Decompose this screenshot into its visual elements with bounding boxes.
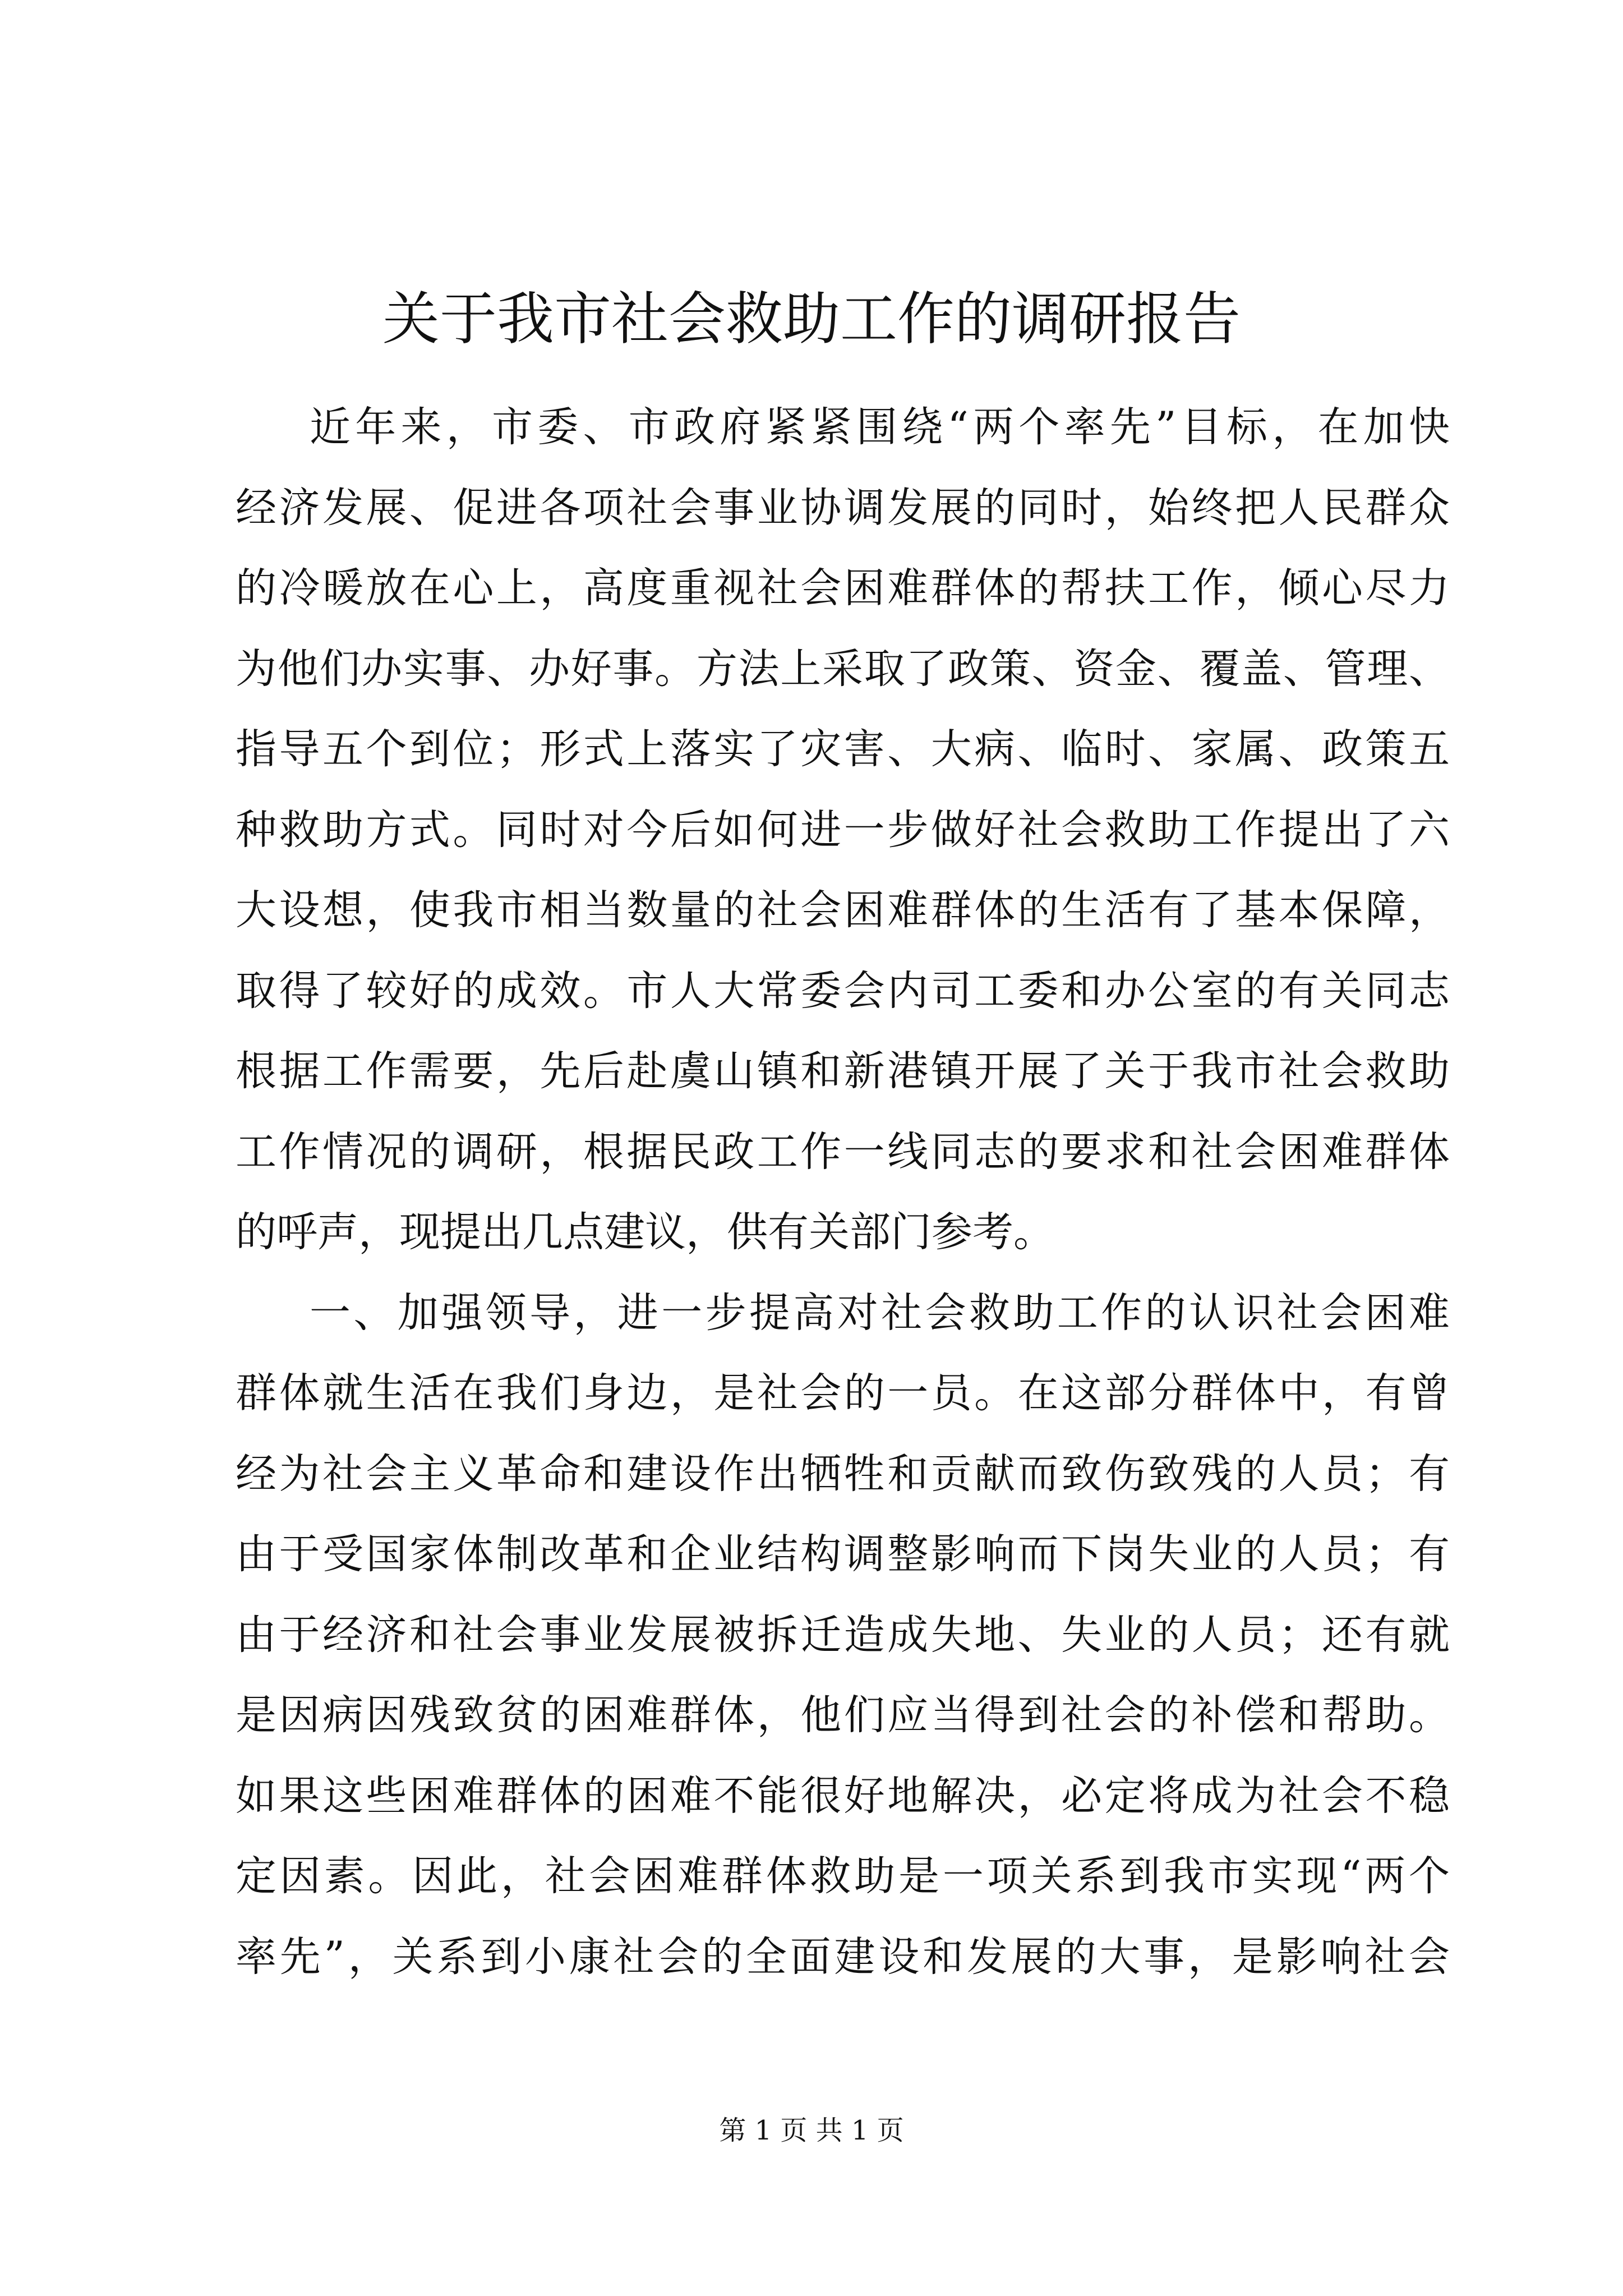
paragraph-line: 经为社会主义革命和建设作出牺牲和贡献而致伤致残的人员；有 <box>236 1450 1450 1498</box>
paragraph-line: 的呼声，现提出几点建议，供有关部门参考。 <box>236 1208 1054 1256</box>
paragraph-line: 的冷暖放在心上，高度重视社会困难群体的帮扶工作，倾心尽力 <box>236 564 1450 612</box>
paragraph-line: 大设想，使我市相当数量的社会困难群体的生活有了基本保障， <box>236 886 1450 934</box>
paragraph-line: 为他们办实事、办好事。方法上采取了政策、资金、覆盖、管理、 <box>236 645 1450 693</box>
document-title: 关于我市社会救助工作的调研报告 <box>382 286 1241 353</box>
paragraph-line: 经济发展、促进各项社会事业协调发展的同时，始终把人民群众 <box>236 484 1450 532</box>
paragraph-line: 工作情况的调研，根据民政工作一线同志的要求和社会困难群体 <box>236 1128 1450 1176</box>
paragraph-line: 指导五个到位；形式上落实了灾害、大病、临时、家属、政策五 <box>236 725 1450 773</box>
paragraph-line: 由于受国家体制改革和企业结构调整影响而下岗失业的人员；有 <box>236 1530 1450 1578</box>
paragraph-line: 如果这些困难群体的困难不能很好地解决，必定将成为社会不稳 <box>236 1772 1450 1820</box>
paragraph-line: 由于经济和社会事业发展被拆迁造成失地、失业的人员；还有就 <box>236 1611 1450 1659</box>
paragraph-line: 种救助方式。同时对今后如何进一步做好社会救助工作提出了六 <box>236 806 1450 854</box>
paragraph-line: 近年来，市委、市政府紧紧围绕“两个率先”目标，在加快 <box>310 403 1450 451</box>
paragraph-line: 是因病因残致贫的困难群体，他们应当得到社会的补偿和帮助。 <box>236 1691 1450 1739</box>
paragraph-line: 定因素。因此，社会困难群体救助是一项关系到我市实现“两个 <box>236 1852 1450 1900</box>
paragraph-line: 取得了较好的成效。市人大常委会内司工委和办公室的有关同志 <box>236 967 1450 1015</box>
paragraph-section-one <box>236 1273 1450 1998</box>
paragraph-line: 率先”，关系到小康社会的全面建设和发展的大事，是影响社会 <box>236 1932 1450 1981</box>
paragraph-line: 群体就生活在我们身边，是社会的一员。在这部分群体中，有曾 <box>236 1369 1450 1417</box>
paragraph-intro <box>236 387 1450 1273</box>
document-body <box>236 387 1450 1997</box>
paragraph-line: 根据工作需要，先后赴虞山镇和新港镇开展了关于我市社会救助 <box>236 1047 1450 1095</box>
page-footer: 第 1 页 共 1 页 <box>719 2115 904 2146</box>
paragraph-line: 一、加强领导，进一步提高对社会救助工作的认识社会困难 <box>310 1289 1450 1337</box>
